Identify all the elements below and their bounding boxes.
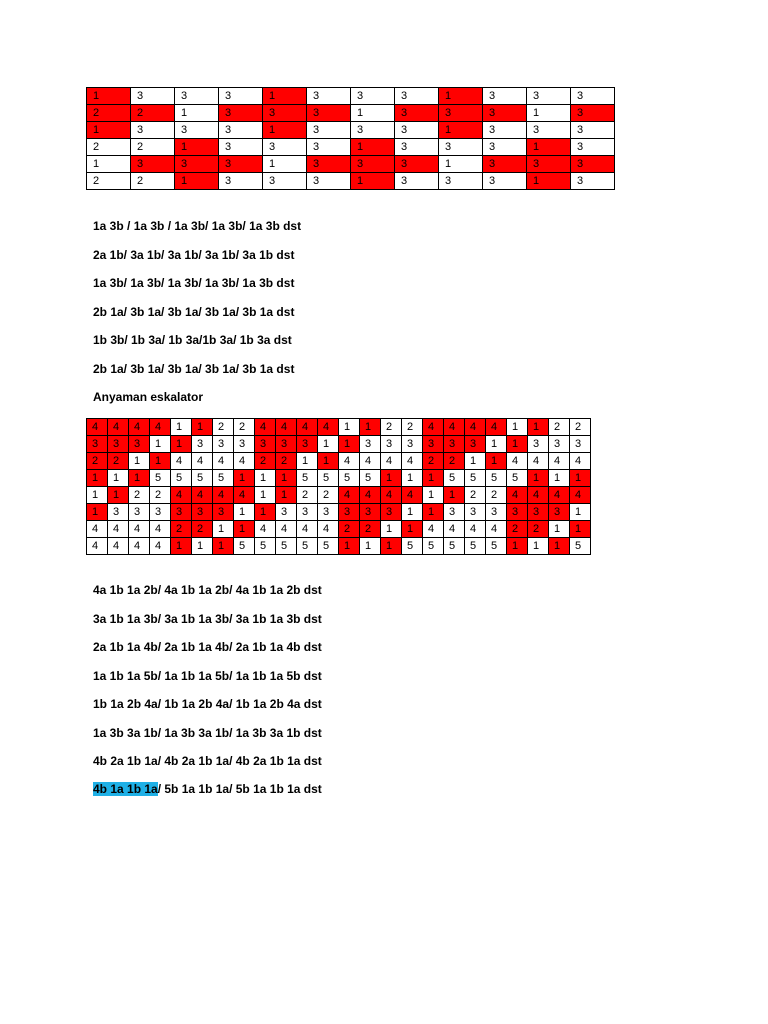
grid-cell: 5 (276, 538, 297, 555)
instruction-line: 3a 1b 1a 3b/ 3a 1b 1a 3b/ 3a 1b 1a 3b dst (93, 611, 322, 626)
grid-cell: 4 (150, 419, 171, 436)
grid-cell: 3 (255, 436, 276, 453)
grid-cell: 5 (255, 538, 276, 555)
grid-cell: 2 (131, 139, 175, 156)
grid-cell: 5 (423, 538, 444, 555)
grid-cell: 3 (219, 173, 263, 190)
grid-cell: 5 (360, 470, 381, 487)
grid-cell: 1 (150, 453, 171, 470)
grid-cell: 2 (171, 521, 192, 538)
grid-cell: 1 (171, 538, 192, 555)
grid-cell: 4 (528, 453, 549, 470)
grid-row (87, 504, 591, 521)
grid-cell: 3 (483, 88, 527, 105)
grid-cell: 3 (527, 122, 571, 139)
grid-cell: 3 (219, 88, 263, 105)
grid-cell: 3 (131, 156, 175, 173)
grid-cell: 4 (234, 487, 255, 504)
grid-cell: 5 (318, 538, 339, 555)
grid-cell: 1 (263, 88, 307, 105)
grid-cell: 4 (444, 521, 465, 538)
grid-cell: 3 (571, 173, 615, 190)
grid-cell: 5 (213, 470, 234, 487)
grid-cell: 4 (192, 487, 213, 504)
grid-cell: 1 (381, 470, 402, 487)
grid-cell: 4 (444, 419, 465, 436)
grid-cell: 2 (192, 521, 213, 538)
grid-cell: 1 (175, 105, 219, 122)
grid-cell: 1 (339, 538, 360, 555)
grid-cell: 3 (175, 156, 219, 173)
grid-cell: 3 (318, 504, 339, 521)
grid-cell: 5 (234, 538, 255, 555)
grid-cell: 2 (255, 453, 276, 470)
grid-cell: 3 (108, 504, 129, 521)
grid-cell: 4 (297, 419, 318, 436)
grid-cell: 4 (402, 453, 423, 470)
grid-cell: 1 (423, 487, 444, 504)
grid-cell: 3 (549, 504, 570, 521)
grid-cell: 1 (528, 538, 549, 555)
grid-cell: 4 (255, 521, 276, 538)
grid-cell: 1 (87, 88, 131, 105)
grid-cell: 1 (234, 470, 255, 487)
grid-cell: 2 (444, 453, 465, 470)
grid-cell: 4 (402, 487, 423, 504)
instruction-line: 2b 1a/ 3b 1a/ 3b 1a/ 3b 1a/ 3b 1a dst (93, 304, 295, 319)
grid-cell: 1 (263, 156, 307, 173)
grid-cell: 4 (381, 487, 402, 504)
grid-row (87, 470, 591, 487)
grid-cell: 5 (297, 470, 318, 487)
grid-cell: 1 (402, 470, 423, 487)
grid-cell: 3 (360, 436, 381, 453)
grid-cell: 1 (129, 453, 150, 470)
grid-cell: 3 (527, 88, 571, 105)
grid-cell: 3 (307, 88, 351, 105)
grid-cell: 1 (150, 436, 171, 453)
grid-cell: 3 (395, 139, 439, 156)
grid-cell: 1 (192, 419, 213, 436)
grid-cell: 2 (570, 419, 591, 436)
grid-cell: 4 (213, 453, 234, 470)
grid-row (87, 453, 591, 470)
grid-cell: 4 (234, 453, 255, 470)
grid-cell: 4 (486, 521, 507, 538)
grid-cell: 3 (571, 156, 615, 173)
grid-cell: 5 (444, 470, 465, 487)
grid-cell: 5 (570, 538, 591, 555)
grid-cell: 3 (192, 436, 213, 453)
grid-cell: 1 (527, 105, 571, 122)
grid-cell: 3 (507, 504, 528, 521)
grid-cell: 3 (483, 122, 527, 139)
grid-cell: 2 (423, 453, 444, 470)
grid-cell: 1 (129, 470, 150, 487)
grid-cell: 3 (395, 122, 439, 139)
instruction-line: 1a 3b / 1a 3b / 1a 3b/ 1a 3b/ 1a 3b dst (93, 219, 302, 233)
grid-cell: 2 (131, 105, 175, 122)
grid-cell: 4 (87, 521, 108, 538)
grid-cell: 5 (318, 470, 339, 487)
grid-cell: 4 (87, 538, 108, 555)
grid-cell: 5 (486, 470, 507, 487)
grid-cell: 4 (87, 419, 108, 436)
grid-cell: 3 (263, 139, 307, 156)
grid-cell: 5 (192, 470, 213, 487)
grid-cell: 4 (549, 487, 570, 504)
grid-cell: 1 (339, 436, 360, 453)
grid-cell: 3 (570, 436, 591, 453)
grid-cell: 4 (507, 487, 528, 504)
grid-cell: 3 (402, 436, 423, 453)
grid-cell: 2 (234, 419, 255, 436)
grid-cell: 3 (263, 173, 307, 190)
grid-cell: 3 (528, 504, 549, 521)
grid-cell: 3 (150, 504, 171, 521)
grid-cell: 1 (263, 122, 307, 139)
grid-cell: 1 (527, 139, 571, 156)
instruction-line: 1b 3b/ 1b 3a/ 1b 3a/1b 3a/ 1b 3a dst (93, 333, 292, 347)
grid-cell: 3 (307, 122, 351, 139)
grid-cell: 1 (402, 504, 423, 521)
grid-cell: 3 (307, 139, 351, 156)
grid-cell: 1 (549, 470, 570, 487)
grid-cell: 1 (339, 419, 360, 436)
grid-cell: 3 (528, 436, 549, 453)
grid-cell: 1 (234, 504, 255, 521)
grid-cell: 1 (276, 487, 297, 504)
instruction-line: 4a 1b 1a 2b/ 4a 1b 1a 2b/ 4a 1b 1a 2b dst (93, 583, 322, 597)
grid-cell: 4 (192, 453, 213, 470)
grid-cell: 3 (444, 504, 465, 521)
grid-cell: 4 (549, 453, 570, 470)
grid-row (87, 173, 615, 190)
grid-cell: 3 (307, 173, 351, 190)
grid-cell: 2 (213, 419, 234, 436)
grid-cell: 2 (129, 487, 150, 504)
grid-cell: 1 (318, 436, 339, 453)
grid-cell: 3 (129, 504, 150, 521)
grid-cell: 1 (175, 139, 219, 156)
grid-cell: 5 (486, 538, 507, 555)
grid-cell: 5 (297, 538, 318, 555)
grid-cell: 3 (486, 504, 507, 521)
grid-cell: 1 (297, 453, 318, 470)
grid-cell: 1 (255, 487, 276, 504)
grid-cell: 1 (360, 538, 381, 555)
instruction-line: 2b 1a/ 3b 1a/ 3b 1a/ 3b 1a/ 3b 1a dst (93, 361, 295, 376)
grid-cell: 1 (549, 521, 570, 538)
grid-cell: 3 (351, 156, 395, 173)
grid-cell: 3 (219, 139, 263, 156)
grid-cell: 1 (175, 173, 219, 190)
grid-cell: 1 (465, 453, 486, 470)
grid-cell: 4 (129, 521, 150, 538)
grid-cell: 5 (465, 470, 486, 487)
grid-cell: 1 (171, 436, 192, 453)
grid-cell: 3 (297, 504, 318, 521)
grid-cell: 3 (171, 504, 192, 521)
grid-cell: 3 (131, 88, 175, 105)
grid-cell: 3 (276, 504, 297, 521)
grid-cell: 2 (507, 521, 528, 538)
grid-cell: 2 (297, 487, 318, 504)
grid-row (87, 487, 591, 504)
grid-cell: 4 (486, 419, 507, 436)
grid-cell: 3 (234, 436, 255, 453)
grid-cell: 1 (507, 538, 528, 555)
grid-cell: 2 (339, 521, 360, 538)
grid-cell: 3 (219, 122, 263, 139)
grid-cell: 1 (423, 504, 444, 521)
grid-cell: 4 (465, 521, 486, 538)
grid-cell: 4 (318, 419, 339, 436)
grid-cell: 4 (570, 453, 591, 470)
grid-cell: 2 (150, 487, 171, 504)
grid-cell: 5 (171, 470, 192, 487)
grid-cell: 3 (213, 436, 234, 453)
grid-cell: 4 (528, 487, 549, 504)
grid-cell: 1 (213, 521, 234, 538)
grid-cell: 3 (129, 436, 150, 453)
grid-cell: 1 (444, 487, 465, 504)
grid-cell: 4 (213, 487, 234, 504)
grid-cell: 4 (276, 419, 297, 436)
grid-row (87, 419, 591, 436)
grid-cell: 4 (423, 419, 444, 436)
grid-cell: 1 (108, 487, 129, 504)
grid-cell: 4 (171, 487, 192, 504)
grid-cell: 3 (439, 173, 483, 190)
grid-cell: 1 (213, 538, 234, 555)
grid-cell: 3 (219, 156, 263, 173)
heading-anyaman-eskalator: Anyaman eskalator (93, 390, 204, 404)
grid-cell: 1 (381, 538, 402, 555)
grid-cell: 2 (87, 173, 131, 190)
grid-cell: 3 (351, 88, 395, 105)
grid-cell: 1 (527, 173, 571, 190)
grid-cell: 3 (351, 122, 395, 139)
grid-cell: 1 (171, 419, 192, 436)
grid-cell: 3 (297, 436, 318, 453)
grid-cell: 3 (339, 504, 360, 521)
grid-row (87, 88, 615, 105)
grid-cell: 1 (276, 470, 297, 487)
grid-cell: 3 (465, 504, 486, 521)
grid-cell: 1 (549, 538, 570, 555)
grid-cell: 3 (276, 436, 297, 453)
grid-cell: 1 (255, 470, 276, 487)
grid-cell: 1 (507, 436, 528, 453)
grid-cell: 4 (423, 521, 444, 538)
grid-cell: 1 (87, 470, 108, 487)
grid-cell: 1 (87, 504, 108, 521)
grid-cell: 2 (486, 487, 507, 504)
grid-cell: 4 (171, 453, 192, 470)
grid-cell: 1 (402, 521, 423, 538)
grid-cell: 1 (351, 105, 395, 122)
instruction-line: 1a 3b 3a 1b/ 1a 3b 3a 1b/ 1a 3b 3a 1b dst (93, 725, 322, 740)
grid-cell: 3 (175, 122, 219, 139)
grid-cell: 4 (150, 538, 171, 555)
grid-cell: 4 (150, 521, 171, 538)
grid-cell: 2 (318, 487, 339, 504)
grid-cell: 3 (395, 156, 439, 173)
grid-cell: 1 (234, 521, 255, 538)
grid-cell: 1 (360, 419, 381, 436)
selected-text[interactable]: 4b 1a 1b 1a (93, 782, 158, 796)
grid-cell: 4 (360, 453, 381, 470)
grid-cell: 3 (175, 88, 219, 105)
grid-cell: 1 (570, 470, 591, 487)
grid-cell: 3 (527, 156, 571, 173)
grid-row (87, 122, 615, 139)
grid-cell: 2 (87, 453, 108, 470)
grid-cell: 2 (360, 521, 381, 538)
grid-cell: 4 (297, 521, 318, 538)
grid-cell: 3 (439, 139, 483, 156)
grid-row (87, 436, 591, 453)
grid-cell: 2 (87, 105, 131, 122)
grid-cell: 1 (528, 419, 549, 436)
grid-cell: 1 (439, 156, 483, 173)
grid-row (87, 538, 591, 555)
grid-cell: 3 (87, 436, 108, 453)
grid-cell: 3 (483, 156, 527, 173)
grid-cell: 3 (444, 436, 465, 453)
grid-cell: 2 (381, 419, 402, 436)
grid-cell: 3 (439, 105, 483, 122)
instruction-line: 1b 1a 2b 4a/ 1b 1a 2b 4a/ 1b 1a 2b 4a dst (93, 697, 322, 711)
grid-cell: 5 (507, 470, 528, 487)
grid-cell: 1 (255, 504, 276, 521)
grid-cell: 3 (360, 504, 381, 521)
grid-cell: 4 (570, 487, 591, 504)
grid-cell: 4 (507, 453, 528, 470)
grid-cell: 3 (307, 156, 351, 173)
grid-cell: 3 (263, 105, 307, 122)
grid-cell: 3 (483, 173, 527, 190)
grid-cell: 3 (395, 105, 439, 122)
grid-cell: 3 (381, 436, 402, 453)
instruction-line: 4b 2a 1b 1a/ 4b 2a 1b 1a/ 4b 2a 1b 1a dst (93, 754, 322, 768)
grid-cell: 4 (255, 419, 276, 436)
instruction-line-last[interactable] (93, 781, 322, 797)
grid-cell: 1 (87, 156, 131, 173)
instruction-line: 1a 1b 1a 5b/ 1a 1b 1a 5b/ 1a 1b 1a 5b dst (93, 668, 322, 683)
grid-cell: 3 (571, 105, 615, 122)
grid-cell: 2 (402, 419, 423, 436)
grid-cell: 4 (129, 538, 150, 555)
grid-cell: 4 (339, 487, 360, 504)
grid-cell: 3 (192, 504, 213, 521)
grid-cell: 2 (108, 453, 129, 470)
grid-cell: 3 (549, 436, 570, 453)
grid-cell: 3 (423, 436, 444, 453)
grid-cell: 4 (339, 453, 360, 470)
grid-cell: 4 (108, 419, 129, 436)
grid-cell: 2 (87, 139, 131, 156)
grid-cell: 1 (192, 538, 213, 555)
grid-row (87, 521, 591, 538)
grid-cell: 2 (465, 487, 486, 504)
instruction-line-rest: / 5b 1a 1b 1a/ 5b 1a 1b 1a dst (157, 782, 322, 796)
grid-cell: 4 (465, 419, 486, 436)
grid-cell: 4 (108, 538, 129, 555)
grid-cell: 5 (150, 470, 171, 487)
grid-cell: 3 (571, 139, 615, 156)
grid-cell: 3 (571, 122, 615, 139)
grid-cell: 3 (465, 436, 486, 453)
grid-cell: 3 (571, 88, 615, 105)
grid-cell: 4 (381, 453, 402, 470)
grid-cell: 2 (276, 453, 297, 470)
grid-cell: 5 (465, 538, 486, 555)
grid-cell: 2 (528, 521, 549, 538)
grid-cell: 3 (483, 105, 527, 122)
grid-cell: 3 (213, 504, 234, 521)
grid-cell: 3 (131, 122, 175, 139)
instruction-line: 2a 1b/ 3a 1b/ 3a 1b/ 3a 1b/ 3a 1b dst (93, 247, 295, 262)
grid-cell: 1 (87, 487, 108, 504)
grid-cell: 4 (108, 521, 129, 538)
grid-cell: 4 (129, 419, 150, 436)
grid-cell: 1 (351, 173, 395, 190)
grid-cell: 1 (570, 504, 591, 521)
grid-cell: 3 (395, 88, 439, 105)
grid-cell: 3 (381, 504, 402, 521)
grid-cell: 1 (318, 453, 339, 470)
grid-cell: 2 (549, 419, 570, 436)
grid-cell: 3 (307, 105, 351, 122)
grid-cell: 2 (131, 173, 175, 190)
grid-cell: 4 (276, 521, 297, 538)
grid-cell: 3 (219, 105, 263, 122)
instruction-line: 2a 1b 1a 4b/ 2a 1b 1a 4b/ 2a 1b 1a 4b dst (93, 640, 322, 654)
grid-cell: 1 (486, 436, 507, 453)
grid-cell: 1 (381, 521, 402, 538)
grid-cell: 4 (360, 487, 381, 504)
grid-cell: 1 (507, 419, 528, 436)
grid-cell: 1 (351, 139, 395, 156)
grid-cell: 1 (486, 453, 507, 470)
grid-row (87, 105, 615, 122)
grid-cell: 3 (395, 173, 439, 190)
grid-cell: 4 (318, 521, 339, 538)
grid-cell: 1 (87, 122, 131, 139)
grid-cell: 5 (402, 538, 423, 555)
grid-row (87, 139, 615, 156)
grid-cell: 1 (423, 470, 444, 487)
grid-cell: 1 (439, 88, 483, 105)
grid-cell: 1 (108, 470, 129, 487)
grid-cell: 5 (339, 470, 360, 487)
grid-cell: 3 (108, 436, 129, 453)
grid-cell: 1 (528, 470, 549, 487)
grid-row (87, 156, 615, 173)
grid-cell: 1 (570, 521, 591, 538)
pattern-grid-eskalator (86, 418, 591, 555)
grid-cell: 1 (439, 122, 483, 139)
grid-cell: 3 (483, 139, 527, 156)
instruction-line: 1a 3b/ 1a 3b/ 1a 3b/ 1a 3b/ 1a 3b dst (93, 276, 295, 290)
grid-cell: 5 (444, 538, 465, 555)
pattern-grid-1 (86, 87, 615, 190)
